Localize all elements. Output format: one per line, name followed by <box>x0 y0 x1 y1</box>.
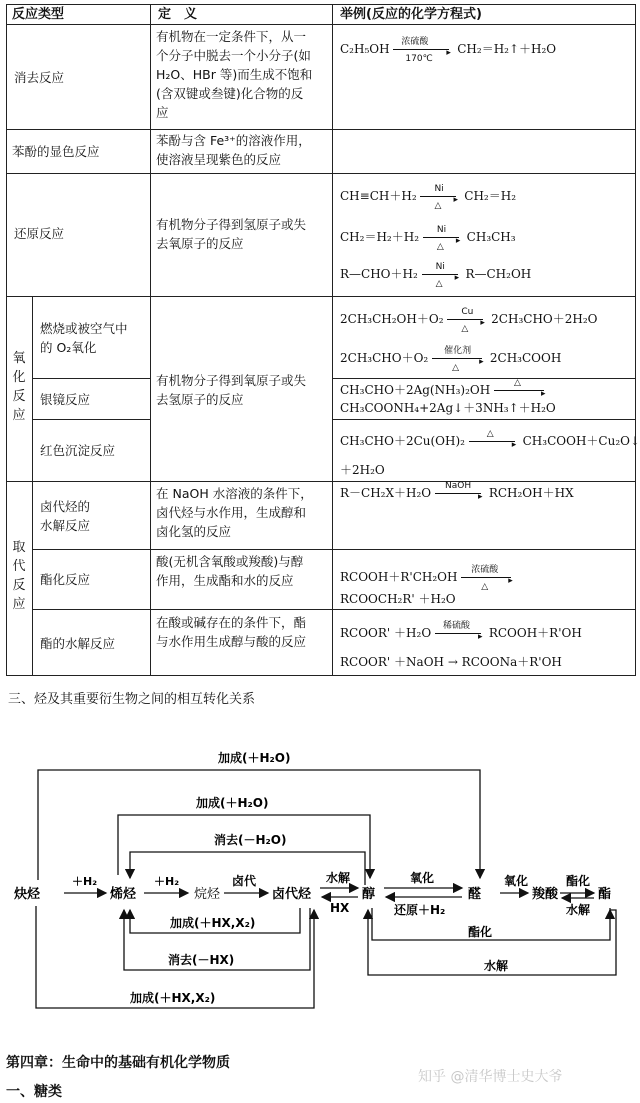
sub-silver-mirror: 银镜反应 <box>40 392 91 407</box>
eq-esterification-1: RCOOH＋R'CH₂OH 浓硫酸 ▸ △ <box>340 564 513 592</box>
node-halide: 卤代烃 <box>272 887 312 902</box>
label-elim-hx: 消去(－HX) <box>168 953 235 967</box>
node-alkane: 烷烃 <box>194 887 221 902</box>
def-oxidation: 有机物分子得到氧原子或失 去氢原子的反应 <box>156 373 307 407</box>
watermark: 知乎 @清华博士史大爷 <box>418 1069 563 1085</box>
eq-reduction-1: CH≡CH＋H₂ Ni ▸ △ CH₂＝H₂ <box>340 183 517 211</box>
label-esterify-lower: 酯化 <box>468 925 493 939</box>
label-hx-bottom: HX <box>330 901 350 915</box>
type-elimination: 消去反应 <box>14 70 65 85</box>
label-halogenation: 卤代 <box>232 874 257 888</box>
group-substitution: 取 代 反 应 <box>12 540 26 612</box>
eq-silver-1: CH₃CHO＋2Ag(NH₃)₂OH △ ▸ <box>340 377 546 399</box>
label-h2-1: ＋H₂ <box>72 875 98 888</box>
def-halide-hydrolysis: 在 NaOH 水溶液的条件下， 卤代烃与水作用，生成醇和 卤化氢的反应 <box>156 486 313 539</box>
label-add-hx-inner: 加成(＋HX,X₂) <box>170 916 256 930</box>
sub-esterification: 酯化反应 <box>40 572 91 587</box>
node-aldehyde: 醛 <box>468 887 482 902</box>
def-reduction: 有机物分子得到氢原子或失 去氧原子的反应 <box>156 217 307 251</box>
eq-red-2: ＋2H₂O <box>340 463 385 477</box>
def-ester-hydrolysis: 在酸或碱存在的条件下，酯 与水作用生成醇与酸的反应 <box>156 615 307 649</box>
label-add-h2o-inner: 加成(＋H₂O) <box>196 796 269 810</box>
eq-halide-hydrolysis: R－CH₂X＋H₂O NaOH ▸ RCH₂OH＋HX <box>340 480 574 502</box>
eq-reduction-2: CH₂＝H₂＋H₂ Ni ▸ △ CH₃CH₃ <box>340 224 516 252</box>
node-alkene: 烯烃 <box>110 887 137 902</box>
header-definition: 定 义 <box>158 7 198 22</box>
def-esterification: 酸(无机含氧酸或羧酸)与醇 作用，生成酯和水的反应 <box>156 554 304 588</box>
label-hydrolysis-lower: 水解 <box>484 959 509 973</box>
chapter-4-title: 第四章：生命中的基础有机化学物质 <box>6 1055 230 1071</box>
eq-red-1: CH₃CHO＋2Cu(OH)₂ △ ▸ CH₃COOH＋Cu₂O↓ <box>340 428 640 450</box>
eq-reduction-3: R—CHO＋H₂ Ni ▸ △ R—CH₂OH <box>340 261 532 289</box>
header-type: 反应类型 <box>12 7 65 22</box>
label-esterify-top: 酯化 <box>566 874 591 888</box>
reaction-types-table <box>6 4 640 676</box>
eq-elimination: C₂H₅OH 浓硫酸 ▸ 170℃ CH₂＝H₂↑＋H₂O <box>340 36 557 64</box>
label-elim-h2o: 消去(－H₂O) <box>214 833 287 847</box>
label-oxidation-2: 氧化 <box>504 874 529 888</box>
section-1-title: 一、糖类 <box>6 1084 62 1100</box>
eq-ester-hydrolysis-1: RCOOR' ＋H₂O 稀硫酸 ▸ RCOOH＋R'OH <box>340 620 582 642</box>
type-reduction: 还原反应 <box>14 226 65 241</box>
label-hydrolysis-bottom: 水解 <box>566 903 591 917</box>
conversion-diagram <box>0 740 640 1030</box>
label-hydrolysis-top: 水解 <box>326 871 351 885</box>
label-reduction-h2: 还原＋H₂ <box>394 903 446 917</box>
eq-ester-hydrolysis-2: RCOOR' ＋NaOH → RCOONa＋R'OH <box>340 655 562 669</box>
eq-esterification-2: RCOOCH₂R' ＋H₂O <box>340 592 456 606</box>
group-oxidation: 氧 化 反 应 <box>12 351 26 423</box>
def-elimination: 有机物在一定条件下，从一 个分子中脱去一个小分子(如 H₂O、HBr 等)而生成不饱和 (含双键或叁键)化合物的反 应 <box>156 29 313 120</box>
sub-combustion: 燃烧或被空气中 的 O₂氧化 <box>40 321 128 355</box>
eq-combustion-2: 2CH₃CHO＋O₂ 催化剂 ▸ △ 2CH₃COOH <box>340 345 562 373</box>
node-acid: 羧酸 <box>532 887 559 902</box>
node-alkyne: 炔烃 <box>14 887 41 902</box>
label-oxidation-1: 氧化 <box>410 871 435 885</box>
section-3-title: 三、烃及其重要衍生物之间的相互转化关系 <box>8 692 256 707</box>
node-alcohol: 醇 <box>362 887 376 902</box>
label-h2-2: ＋H₂ <box>154 875 180 888</box>
sub-halide-hydrolysis: 卤代烃的 水解反应 <box>40 499 91 533</box>
type-phenol-color: 苯酚的显色反应 <box>12 144 100 159</box>
def-phenol-color: 苯酚与含 Fe³⁺的溶液作用， 使溶液呈现紫色的反应 <box>156 133 311 167</box>
label-add-hx-outer: 加成(＋HX,X₂) <box>130 991 216 1005</box>
sub-red-precipitate: 红色沉淀反应 <box>40 443 116 458</box>
sub-ester-hydrolysis: 酯的水解反应 <box>40 636 116 651</box>
eq-combustion-1: 2CH₃CH₂OH＋O₂ Cu ▸ △ 2CH₃CHO＋2H₂O <box>340 306 598 334</box>
eq-silver-2: CH₃COONH₄+2Ag↓＋3NH₃↑＋H₂O <box>340 401 556 415</box>
header-example: 举例(反应的化学方程式) <box>340 7 482 22</box>
label-add-h2o-outer: 加成(＋H₂O) <box>218 751 291 765</box>
node-ester: 酯 <box>598 887 612 902</box>
